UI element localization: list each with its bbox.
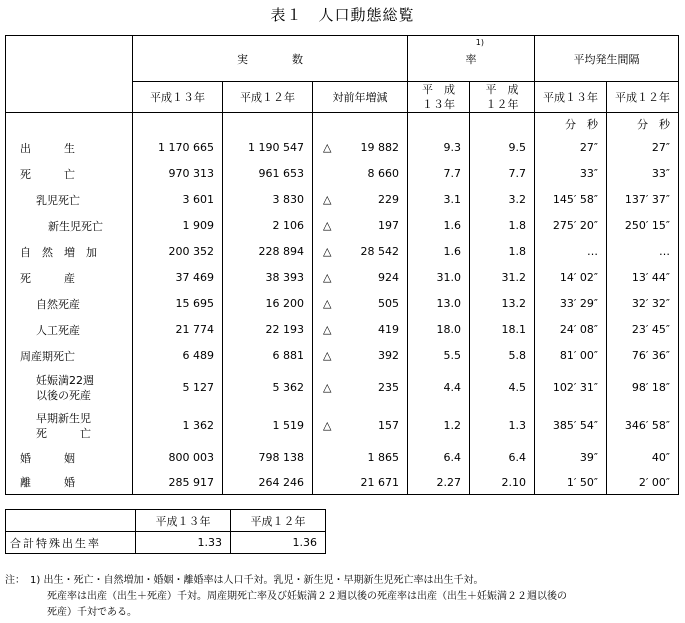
table-row bbox=[6, 239, 679, 265]
value-diff: 8 660 bbox=[313, 161, 408, 187]
rate-h13: 31.0 bbox=[408, 265, 470, 291]
value-h13: 6 489 bbox=[133, 343, 223, 369]
rate-h13: 9.3 bbox=[408, 135, 470, 161]
value-h13: 800 003 bbox=[133, 445, 223, 471]
rate-h13: 1.6 bbox=[408, 213, 470, 239]
header-h13: 平成１３年 bbox=[133, 82, 223, 113]
value-diff: △ 505 bbox=[313, 291, 408, 317]
rate-h12: 1.8 bbox=[470, 239, 535, 265]
value-h12: 6 881 bbox=[223, 343, 313, 369]
value-h12: 1 190 547 bbox=[223, 135, 313, 161]
rate-h12: 4.5 bbox=[470, 369, 535, 407]
value-diff: △ 235 bbox=[313, 369, 408, 407]
row-label: 新生児死亡 bbox=[6, 213, 133, 239]
interval-h13: 33″ bbox=[535, 161, 607, 187]
interval-h12: 32′ 32″ bbox=[607, 291, 679, 317]
rate-h12: 1.8 bbox=[470, 213, 535, 239]
interval-h13: … bbox=[535, 239, 607, 265]
interval-h13: 102′ 31″ bbox=[535, 369, 607, 407]
rate-h12: 13.2 bbox=[470, 291, 535, 317]
rate-h13: 7.7 bbox=[408, 161, 470, 187]
value-h12: 16 200 bbox=[223, 291, 313, 317]
interval-h13: 24′ 08″ bbox=[535, 317, 607, 343]
decrease-mark: △ bbox=[323, 323, 332, 336]
value-diff: △ 28 542 bbox=[313, 239, 408, 265]
decrease-mark: △ bbox=[323, 245, 332, 258]
value-diff: △ 419 bbox=[313, 317, 408, 343]
decrease-mark: △ bbox=[323, 141, 332, 154]
interval-h13: 1′ 50″ bbox=[535, 471, 607, 495]
row-label: 周産期死亡 bbox=[6, 343, 133, 369]
unit-label-13: 分 秒 bbox=[535, 113, 607, 135]
tfr-label: 合計特殊出生率 bbox=[6, 532, 136, 554]
value-h13: 1 909 bbox=[133, 213, 223, 239]
rate-h12: 6.4 bbox=[470, 445, 535, 471]
interval-h13: 39″ bbox=[535, 445, 607, 471]
decrease-mark: △ bbox=[323, 193, 332, 206]
table-row bbox=[6, 407, 679, 445]
table-row bbox=[6, 445, 679, 471]
row-label: 婚 姻 bbox=[6, 445, 133, 471]
row-label: 早期新生児 死 亡 bbox=[6, 407, 133, 445]
value-h13: 1 362 bbox=[133, 407, 223, 445]
interval-h13: 14′ 02″ bbox=[535, 265, 607, 291]
value-h13: 970 313 bbox=[133, 161, 223, 187]
tfr-h12: 平成１２年 bbox=[231, 510, 326, 532]
row-label: 離 婚 bbox=[6, 471, 133, 495]
note-line-2: 死産率は出産（出生＋死産）千対。周産期死亡率及び妊娠満２２週以後の死産率は出産（出生＋妊娠満２２週以後の bbox=[47, 591, 567, 602]
tfr-h13: 平成１３年 bbox=[136, 510, 231, 532]
rate-h13: 4.4 bbox=[408, 369, 470, 407]
row-label: 自然死産 bbox=[6, 291, 133, 317]
interval-h12: 23′ 45″ bbox=[607, 317, 679, 343]
value-diff: 21 671 bbox=[313, 471, 408, 495]
value-diff: △ 392 bbox=[313, 343, 408, 369]
row-label: 死 亡 bbox=[6, 161, 133, 187]
row-label: 乳児死亡 bbox=[6, 187, 133, 213]
value-h13: 21 774 bbox=[133, 317, 223, 343]
value-diff: △ 197 bbox=[313, 213, 408, 239]
rate-h13: 3.1 bbox=[408, 187, 470, 213]
value-h12: 22 193 bbox=[223, 317, 313, 343]
tfr-blank bbox=[6, 510, 136, 532]
note-line-3: 死産）千対である。 bbox=[47, 607, 137, 618]
rate-h13: 13.0 bbox=[408, 291, 470, 317]
rate-h12: 5.8 bbox=[470, 343, 535, 369]
interval-h12: 27″ bbox=[607, 135, 679, 161]
value-h12: 798 138 bbox=[223, 445, 313, 471]
header-jissu: 実 数 bbox=[133, 36, 408, 82]
tfr-table bbox=[5, 509, 326, 554]
interval-h12: 346′ 58″ bbox=[607, 407, 679, 445]
table-row bbox=[6, 161, 679, 187]
value-h13: 5 127 bbox=[133, 369, 223, 407]
value-h12: 38 393 bbox=[223, 265, 313, 291]
decrease-mark: △ bbox=[323, 349, 332, 362]
header-diff: 対前年増減 bbox=[313, 82, 408, 113]
header-interval-h12: 平成１２年 bbox=[607, 82, 679, 113]
row-label: 人工死産 bbox=[6, 317, 133, 343]
value-h13: 3 601 bbox=[133, 187, 223, 213]
vital-statistics-table bbox=[5, 35, 679, 495]
interval-h12: 33″ bbox=[607, 161, 679, 187]
row-label: 自 然 増 加 bbox=[6, 239, 133, 265]
interval-h12: 40″ bbox=[607, 445, 679, 471]
value-diff: △ 924 bbox=[313, 265, 408, 291]
table-row bbox=[6, 343, 679, 369]
decrease-mark: △ bbox=[323, 419, 332, 432]
header-rate-h13: 平 成 １３年 bbox=[408, 82, 470, 113]
value-h12: 264 246 bbox=[223, 471, 313, 495]
table-row bbox=[6, 187, 679, 213]
header-blank bbox=[6, 36, 133, 113]
value-h12: 2 106 bbox=[223, 213, 313, 239]
rate-h12: 3.2 bbox=[470, 187, 535, 213]
rate-h12: 2.10 bbox=[470, 471, 535, 495]
rate-h12: 18.1 bbox=[470, 317, 535, 343]
value-h12: 5 362 bbox=[223, 369, 313, 407]
decrease-mark: △ bbox=[323, 381, 332, 394]
table-row bbox=[6, 135, 679, 161]
rate-h13: 2.27 bbox=[408, 471, 470, 495]
interval-h12: 2′ 00″ bbox=[607, 471, 679, 495]
rate-h13: 18.0 bbox=[408, 317, 470, 343]
decrease-mark: △ bbox=[323, 297, 332, 310]
interval-h12: … bbox=[607, 239, 679, 265]
tfr-value-h12: 1.36 bbox=[231, 532, 326, 554]
value-h12: 3 830 bbox=[223, 187, 313, 213]
rate-h13: 5.5 bbox=[408, 343, 470, 369]
interval-h13: 145′ 58″ bbox=[535, 187, 607, 213]
interval-h12: 250′ 15″ bbox=[607, 213, 679, 239]
rate-h12: 7.7 bbox=[470, 161, 535, 187]
value-h13: 200 352 bbox=[133, 239, 223, 265]
value-h13: 15 695 bbox=[133, 291, 223, 317]
rate-h12: 1.3 bbox=[470, 407, 535, 445]
value-h12: 228 894 bbox=[223, 239, 313, 265]
table-row bbox=[6, 471, 679, 495]
note-line-1: 注： 1) 出生・死亡・自然増加・婚姻・離婚率は人口千対。乳児・新生児・早期新生児死亡率は出生千対。 bbox=[5, 575, 484, 586]
table-row bbox=[6, 265, 679, 291]
interval-h13: 81′ 00″ bbox=[535, 343, 607, 369]
value-diff: △ 157 bbox=[313, 407, 408, 445]
table-row bbox=[6, 317, 679, 343]
value-diff: 1 865 bbox=[313, 445, 408, 471]
header-interval: 平均発生間隔 bbox=[535, 36, 679, 82]
header-ritsu-note: 1) bbox=[475, 38, 485, 47]
value-h13: 285 917 bbox=[133, 471, 223, 495]
page-title: 表１ 人口動態総覧 bbox=[270, 6, 415, 24]
value-h13: 37 469 bbox=[133, 265, 223, 291]
header-interval-h13: 平成１３年 bbox=[535, 82, 607, 113]
value-diff: △ 229 bbox=[313, 187, 408, 213]
rate-h13: 6.4 bbox=[408, 445, 470, 471]
decrease-mark: △ bbox=[323, 271, 332, 284]
interval-h12: 98′ 18″ bbox=[607, 369, 679, 407]
value-h12: 1 519 bbox=[223, 407, 313, 445]
rate-h12: 9.5 bbox=[470, 135, 535, 161]
interval-h13: 385′ 54″ bbox=[535, 407, 607, 445]
tfr-value-h13: 1.33 bbox=[136, 532, 231, 554]
value-h12: 961 653 bbox=[223, 161, 313, 187]
header-rate-h12: 平 成 １２年 bbox=[470, 82, 535, 113]
rate-h13: 1.2 bbox=[408, 407, 470, 445]
rate-h13: 1.6 bbox=[408, 239, 470, 265]
interval-h12: 13′ 44″ bbox=[607, 265, 679, 291]
unit-label-12: 分 秒 bbox=[607, 113, 679, 135]
rate-h12: 31.2 bbox=[470, 265, 535, 291]
interval-h12: 76′ 36″ bbox=[607, 343, 679, 369]
row-label: 死 産 bbox=[6, 265, 133, 291]
table-row bbox=[6, 213, 679, 239]
value-diff: △ 19 882 bbox=[313, 135, 408, 161]
table-row bbox=[6, 369, 679, 407]
header-h12: 平成１２年 bbox=[223, 82, 313, 113]
footnotes bbox=[5, 573, 567, 621]
header-ritsu: 率 1) bbox=[408, 36, 535, 82]
row-label: 妊娠満22週 以後の死産 bbox=[6, 369, 133, 407]
decrease-mark: △ bbox=[323, 219, 332, 232]
interval-h13: 27″ bbox=[535, 135, 607, 161]
value-h13: 1 170 665 bbox=[133, 135, 223, 161]
row-label: 出 生 bbox=[6, 135, 133, 161]
interval-h13: 33′ 29″ bbox=[535, 291, 607, 317]
interval-h13: 275′ 20″ bbox=[535, 213, 607, 239]
table-row bbox=[6, 291, 679, 317]
interval-h12: 137′ 37″ bbox=[607, 187, 679, 213]
